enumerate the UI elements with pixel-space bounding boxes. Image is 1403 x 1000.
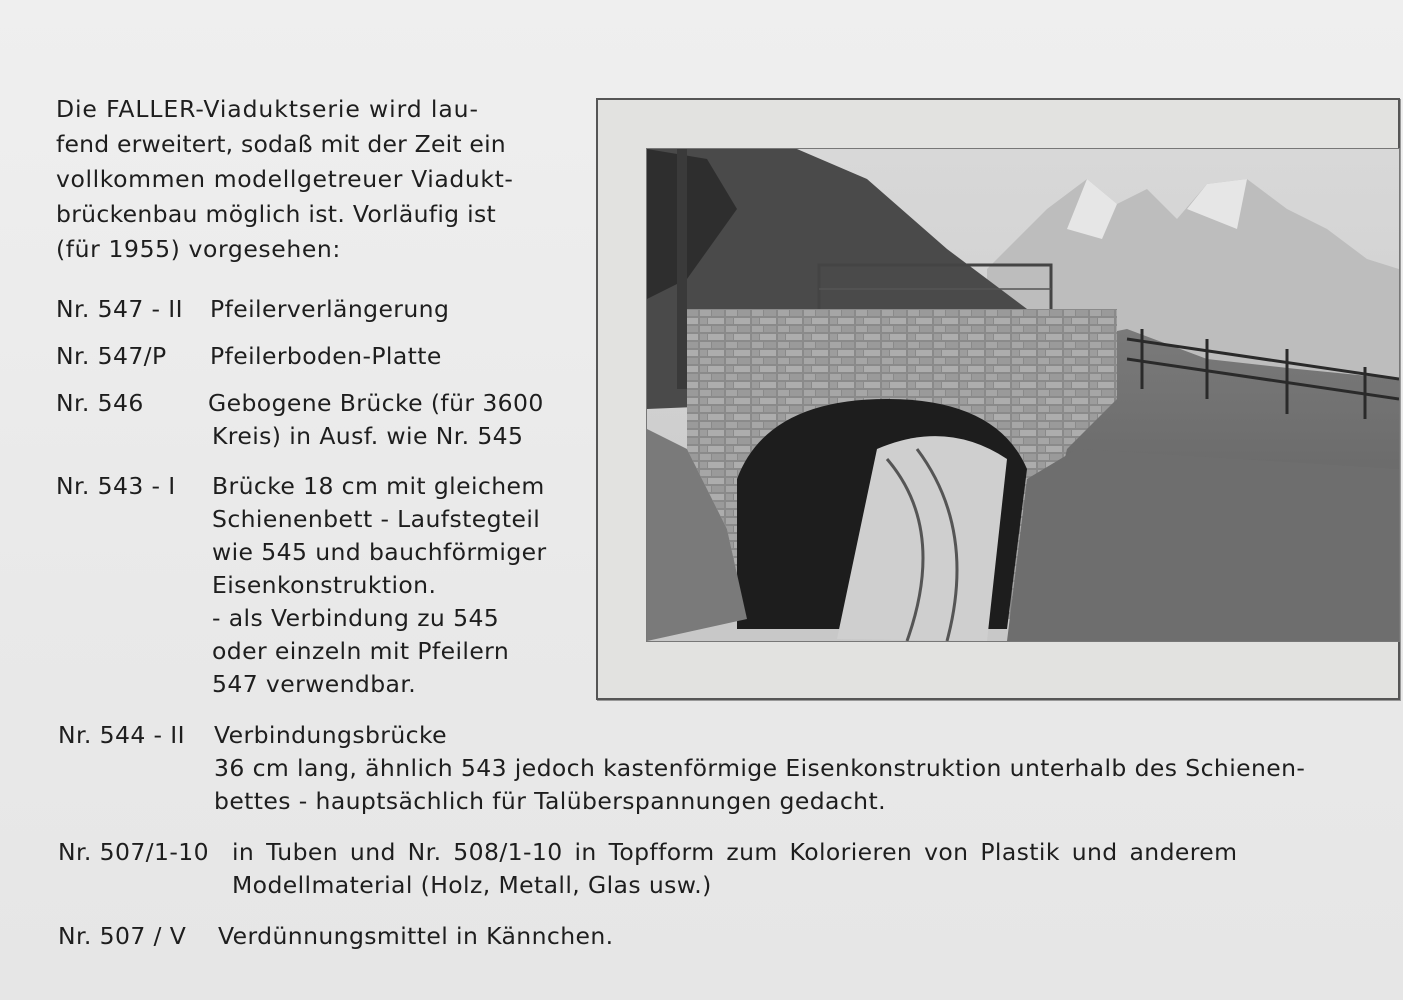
entry-description: Pfeilerboden-Platte <box>210 342 442 370</box>
entry-description: bettes - hauptsächlich für Talüberspannungen gedacht. <box>214 787 886 815</box>
entry-number: Nr. 544 - II <box>58 721 185 749</box>
entry-description: Verbindungsbrücke <box>214 721 447 749</box>
intro-line: brückenbau möglich ist. Vorläufig ist <box>56 200 497 228</box>
entry-description: Eisenkonstruktion. <box>212 571 437 599</box>
entry-description: wie 545 und bauchförmiger <box>212 538 547 566</box>
intro-paragraph <box>56 92 542 267</box>
entry-number: Nr. 507/1-10 <box>58 838 209 866</box>
entry-description: 36 cm lang, ähnlich 543 jedoch kastenförmige Eisenkonstruktion unterhalb des Schienen- <box>214 754 1306 782</box>
entry-description: Verdünnungsmittel in Kännchen. <box>218 922 614 950</box>
entry-number: Nr. 547/P <box>56 342 167 370</box>
viaduct-photo <box>646 148 1400 642</box>
entry-number: Nr. 543 - I <box>56 472 176 500</box>
intro-line: vollkommen modellgetreuer Viadukt- <box>56 165 514 193</box>
viaduct-photo-image <box>647 149 1399 641</box>
entry-description: Schienenbett - Laufstegteil <box>212 505 541 533</box>
entry-description: in Tuben und Nr. 508/1-10 in Topfform zum Kolorieren von Plastik und anderem <box>232 838 1238 866</box>
entry-number: Nr. 507 / V <box>58 922 187 950</box>
entry-description: - als Verbindung zu 545 <box>212 604 500 632</box>
intro-line: Die FALLER-Viaduktserie wird lau- <box>56 95 479 123</box>
entry-description: Modellmaterial (Holz, Metall, Glas usw.) <box>232 871 712 899</box>
entry-description: Kreis) in Ausf. wie Nr. 545 <box>212 422 524 450</box>
entry-description: Brücke 18 cm mit gleichem <box>212 472 545 500</box>
entry-number: Nr. 547 - II <box>56 295 183 323</box>
entry-description: oder einzeln mit Pfeilern <box>212 637 510 665</box>
intro-line: (für 1955) vorgesehen: <box>56 235 341 263</box>
entry-description: Pfeilerverlängerung <box>210 295 450 323</box>
intro-line: fend erweitert, sodaß mit der Zeit ein <box>56 130 506 158</box>
entry-number: Nr. 546 <box>56 389 144 417</box>
entry-description: 547 verwendbar. <box>212 670 417 698</box>
entry-description: Gebogene Brücke (für 3600 <box>208 389 544 417</box>
